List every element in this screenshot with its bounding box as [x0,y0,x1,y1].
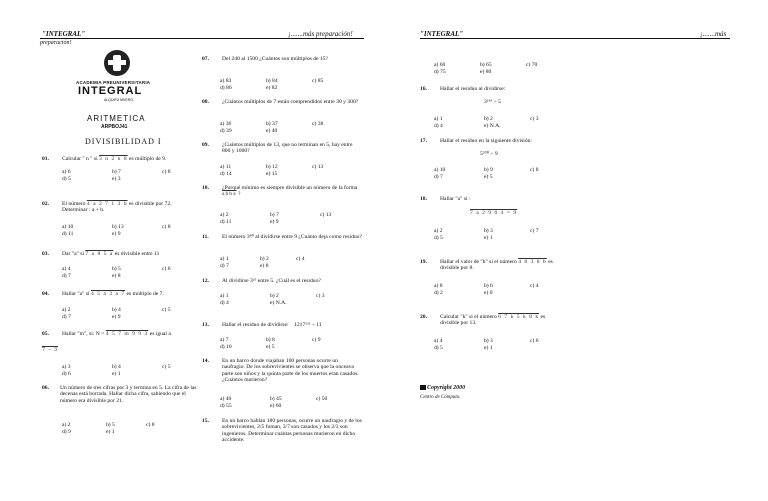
option[interactable]: b) 45 [270,396,282,402]
option[interactable]: b) 2 [270,293,279,299]
option[interactable]: e) 0 [484,290,493,296]
question-01 [42,156,198,164]
option[interactable]: a) 83 [220,78,232,84]
footer-copyright [420,385,465,391]
question-text: Hallar "a" si : [440,196,471,202]
option[interactable]: c) 13 [312,164,324,170]
option[interactable]: d) 5 [62,176,71,182]
logo-line2: INTEGRAL [78,85,143,97]
question-number: 07. [202,56,209,62]
option[interactable]: d) 6 [62,371,71,377]
question-number: 04. [42,291,49,297]
question-02 [42,201,198,217]
option[interactable]: b) 65 [480,62,492,68]
option[interactable]: c) 13 [320,212,332,218]
numeral-expression: 7 a 8 5 a [85,251,114,257]
subject-code: ARPBOJ41 [101,124,128,130]
question-number: 01. [42,156,49,162]
option[interactable]: e) 8 [260,263,269,269]
question-text: Hallar "a" si [62,291,90,297]
option[interactable]: e) 82 [266,85,278,91]
option[interactable]: d) 7 [62,273,71,279]
option[interactable]: a) 1 [220,293,229,299]
option[interactable]: e) 1 [112,371,121,377]
option[interactable]: e) 3 [112,176,121,182]
option[interactable]: d) 7 [434,174,443,180]
option[interactable]: c) 70 [526,62,538,68]
option[interactable]: a) 40 [220,396,232,402]
option[interactable]: b) 37 [266,121,278,127]
option[interactable]: c) 5 [162,307,171,313]
question-number: 12. [202,278,209,284]
option[interactable]: c) 6 [162,266,171,272]
option[interactable]: d) 14 [220,171,232,177]
copyright-text: Copyright 2000 [427,385,466,391]
question-07 [202,56,362,72]
question-text: Dar "a" si [62,251,84,257]
option[interactable]: d) 4 [434,123,443,129]
question-number: 09. [202,142,209,148]
question-number: 08. [202,99,209,105]
question-text-tail: es [540,314,546,320]
question-number: 17. [420,138,427,144]
option[interactable]: b) 13 [112,224,124,230]
question-text-tail: es divisible entre 11 [114,251,160,257]
question-15 [202,418,362,452]
option[interactable]: a) 10 [62,224,74,230]
option[interactable]: a) 60 [434,62,446,68]
question-08 [202,99,362,115]
math-expression: 5²⁰⁰ ÷ 9 [480,151,498,157]
question-text-2: Determinar : a + b. [62,207,105,214]
option[interactable]: e) 1 [484,235,493,241]
question-17 [420,138,580,146]
question-text: Hallar "m", si: N = [62,331,105,337]
option[interactable]: c) 4 [530,283,539,289]
question-12 [202,278,362,286]
question-text: Hallar el valor de "b" si el número [440,259,517,265]
option[interactable]: d) 2 [434,290,443,296]
option[interactable]: a) 6 [62,169,71,175]
question-number: 13. [202,322,209,328]
question-text: ¿Porqué mínimo es siempre divisible un número de la forma [222,185,358,191]
question-text: Un número de tres cifras por 3 y termina en 5. La cifra de las decenas está borrada. Hallar dicha cifra, sabiendo que el número era divisible por 21. [60,385,197,404]
option[interactable]: b) 9 [484,167,493,173]
option[interactable]: a) 3 [62,364,71,370]
question-text-tail: es [548,259,553,265]
option[interactable]: d) 75 [434,69,446,75]
question-number: 03. [42,251,49,257]
option[interactable]: a) 2 [220,212,229,218]
question-14 [202,358,362,388]
option[interactable]: a) 8 [434,283,443,289]
option[interactable]: c) 8 [162,224,171,230]
option[interactable]: b) 3 [484,228,493,234]
question-number: 18. [420,196,427,202]
left-header-brand: "INTEGRAL" [42,30,86,38]
option[interactable]: c) 9 [312,337,321,343]
question-text: Hallar el residuo al dividirse: [440,86,506,92]
left-header-slogan: ¡.......más preparación! [288,30,353,38]
option[interactable]: b) 12 [266,164,278,170]
numeral-expression: 4 a 2 7 1 3 b [86,201,128,207]
question-text-tail: es igual a [149,331,171,337]
option[interactable]: a) 2 [62,422,71,428]
topic-title: DIVISIBILIDAD I [85,137,162,146]
question-text-tail: es divisible por 72. [128,201,172,207]
question-text: Del 240 al 1500 ¿Cuántos son múltiplos de 15? [222,56,328,62]
option[interactable]: a) 2 [62,307,71,313]
question-18 [420,196,580,204]
option[interactable]: c) 50 [316,396,328,402]
numeral-expression: 4 8 3 8 b [518,259,547,265]
question-text: En un barco habían 180 personas, ocurre un naufragio y de los sobrevivientes, 2/5 fuman, 3/7 son casados y los 2/3 son ingenieros. Determinar cuántas personas murieron en dicho accidente. [222,418,362,444]
option[interactable]: e) 40 [266,128,278,134]
question-13 [202,322,362,330]
question-text: El número 3⁸⁰ al dividirse entre 9 ¿Cuánto deja como residuo? [222,234,362,240]
question-number: 16. [420,86,427,92]
question-text: Al dividirse 3²⁵ entre 5. ¿Cuál es el residuo? [222,278,321,284]
option[interactable]: b) 3 [484,338,493,344]
question-text-tail: es múltiplo de 7. [126,291,164,297]
option[interactable]: b) 4 [112,364,121,370]
question-number: 19. [420,259,427,265]
option[interactable]: c) 8 [146,422,155,428]
question-06 [42,385,198,417]
numeral-expression: 4 5 7 m 9 9 3 [105,331,149,337]
academy-logo [68,50,168,102]
option[interactable]: e) 9 [112,314,121,320]
question-19 [420,259,580,275]
right-header-brand: "INTEGRAL" [420,30,464,38]
question-text: En un barco donde viajaban 100 personas ocurre un naufragio. De los sobrevivientes se observa que la onceava parte son niños y la quinta parte de los muertos eran casados. ¿Cuántos murieron? [222,358,359,384]
numeral-expression: 4 5 a 3 a 7 [90,291,126,297]
numeral-expression: 3 n 2 n 8 [99,156,128,162]
question-text: Calcular " n " si [62,156,98,162]
option[interactable]: d) 10 [220,344,232,350]
option[interactable]: e) 5 [266,344,275,350]
option[interactable]: c) 38 [312,121,324,127]
option[interactable]: a) 11 [220,164,232,170]
option[interactable]: c) 3 [530,116,539,122]
option[interactable]: c) 4 [296,256,305,262]
option[interactable]: d) 39 [220,128,232,134]
option[interactable]: b) 7 [270,212,279,218]
math-expression: 3²¹⁹ ÷ 5 [484,99,501,105]
question-number: 14. [202,358,209,364]
option[interactable]: e) 9 [270,219,279,225]
option[interactable]: d) 55 [220,403,232,409]
left-header-rule [40,38,364,39]
option[interactable]: e) 60 [270,403,282,409]
question-04 [42,291,198,299]
question-05 [42,331,198,355]
question-text-tail: ? [237,191,241,198]
question-text: Calcular "k" si el número [440,314,497,320]
option[interactable]: c) 85 [312,78,324,84]
question-text-2: divisible por 13. [440,320,477,327]
question-text-2: 7 - 3 [42,347,58,353]
left-header-overflow: preparación! [40,40,72,46]
option[interactable]: e) 15 [266,171,278,177]
option[interactable]: a) 4 [62,266,71,272]
option[interactable]: b) 8 [266,337,275,343]
question-10 [202,185,362,201]
option[interactable]: b) 5 [112,266,121,272]
option[interactable]: c) 7 [530,228,539,234]
math-expression: 1217¹²¹ ÷ 11 [294,322,322,328]
question-09 [202,142,362,158]
option[interactable]: d) 7 [220,263,229,269]
question-text-2: divisible por 8. [440,265,474,272]
numeral-expression: 6 7 k 5 k 8 k [498,314,540,320]
option[interactable]: a) 1 [220,256,229,262]
option[interactable]: a) 1 [434,116,443,122]
option[interactable]: e) 8 [112,273,121,279]
right-header-rule [420,38,730,39]
option[interactable]: c) 8 [530,167,539,173]
option[interactable]: a) 2 [434,228,443,234]
option[interactable]: d) 5 [434,235,443,241]
option[interactable]: b) 4 [112,307,121,313]
option[interactable]: d) 9 [62,429,71,435]
question-number: 15. [202,418,209,424]
option[interactable]: a) 10 [434,167,446,173]
option[interactable]: b) 5 [106,422,115,428]
logo-line1: ACADEMIA PREUNIVERSITARIA [76,80,151,85]
numeral-expression: abba [222,191,237,198]
subject-title: ARITMETICA [87,114,146,123]
option[interactable]: c) 6 [530,338,539,344]
option[interactable]: e) N.A. [484,123,501,129]
option[interactable]: d) 11 [220,219,232,225]
option[interactable]: e) N.A. [270,300,287,306]
question-number: 20. [420,314,427,320]
right-header-slogan: ¡.......más [700,30,727,38]
option[interactable]: b) 2 [260,256,269,262]
question-text: ¿Cuántos múltiplos de 7 están comprendidos entre 30 y 300? [222,99,359,105]
option[interactable]: d) 11 [62,231,74,237]
option[interactable]: c) 3 [316,293,325,299]
option[interactable]: d) 5 [434,345,443,351]
question-number: 11. [202,234,209,240]
option[interactable]: c) 5 [162,364,171,370]
question-text-tail: es múltiplo de 9. [129,156,167,162]
question-number: 06. [42,385,49,391]
option[interactable]: d) 86 [220,85,232,91]
option[interactable]: b) 7 [112,169,121,175]
option[interactable]: b) 6 [484,283,493,289]
question-03 [42,251,198,259]
question-text: Hallar el residuo de dividirse: [222,322,289,328]
question-number: 10. [202,185,209,191]
question-16 [420,86,580,94]
option[interactable]: d) 4 [220,300,229,306]
footer-center: Centro de Cómputo. [420,395,461,400]
option[interactable]: e) 1 [106,429,115,435]
numeral-expression: 7 a 2 9 0 4 = 9 [470,210,518,216]
logo-emblem-icon [104,50,130,76]
copyright-icon [420,385,426,390]
option[interactable]: c) 8 [162,169,171,175]
option[interactable]: e) 80 [480,69,492,75]
option[interactable]: a) 7 [220,337,229,343]
logo-line3: ALQUIFU MVERO [104,98,133,102]
option[interactable]: e) 9 [112,231,121,237]
question-number: 02. [42,201,49,207]
question-text: ¿Cuántos múltiplos de 13, que no terminan en 5, hay entre 800 y 1000? [222,142,353,155]
option[interactable]: a) 36 [220,121,232,127]
question-number: 05. [42,331,49,337]
question-20 [420,314,580,330]
option[interactable]: e) 5 [484,174,493,180]
option[interactable]: b) 84 [266,78,278,84]
option[interactable]: a) 4 [434,338,443,344]
option[interactable]: b) 2 [484,116,493,122]
option[interactable]: d) 7 [62,314,71,320]
option[interactable]: e) 1 [484,345,493,351]
question-11 [202,234,362,250]
question-text: El número [62,201,86,207]
question-text: Hallar el residuo en la siguiente división: [440,138,532,144]
